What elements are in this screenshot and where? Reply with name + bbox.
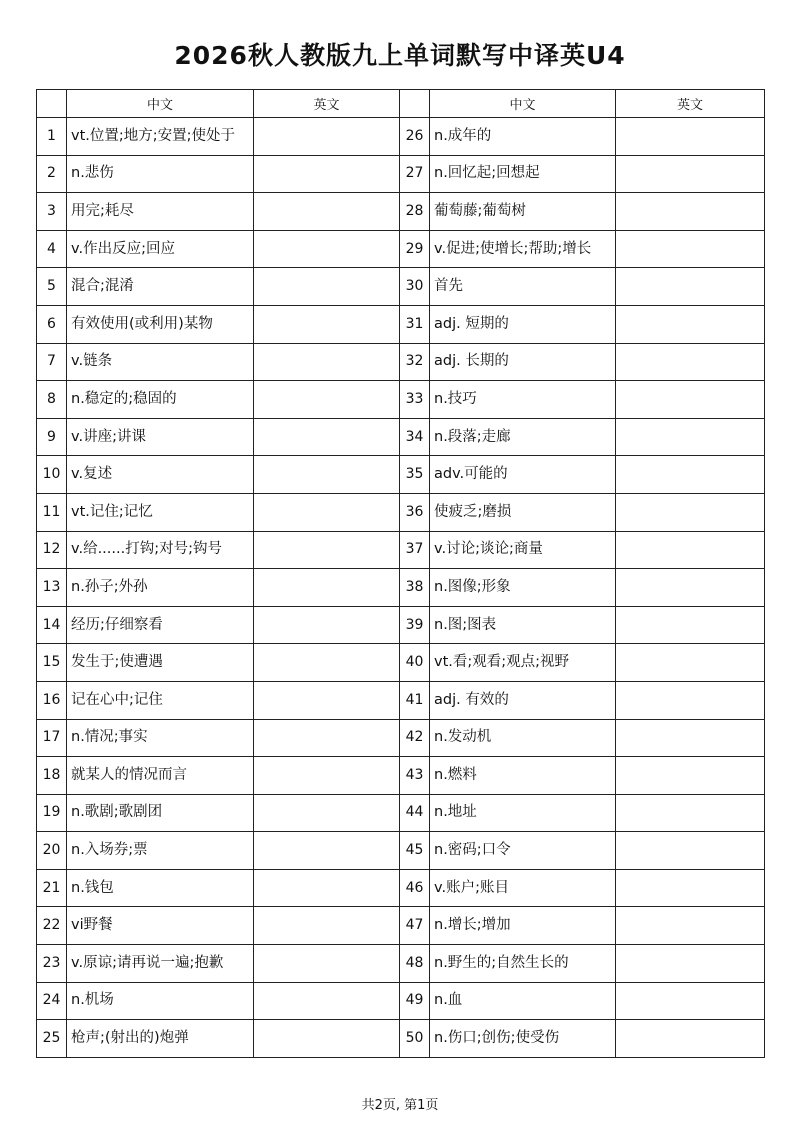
chinese-meaning-right: n.成年的 — [430, 118, 616, 156]
chinese-meaning-right: adj. 长期的 — [430, 343, 616, 381]
chinese-meaning-left: n.歌剧;歌剧团 — [67, 794, 254, 832]
english-answer-cell-left[interactable] — [254, 945, 400, 983]
english-answer-cell-left[interactable] — [254, 381, 400, 419]
item-number-right: 49 — [400, 982, 430, 1020]
table-row — [37, 757, 765, 795]
item-number-right: 34 — [400, 418, 430, 456]
english-answer-cell-right[interactable] — [616, 907, 765, 945]
item-number-right: 46 — [400, 869, 430, 907]
chinese-meaning-right: n.燃料 — [430, 757, 616, 795]
chinese-meaning-left: 就某人的情况而言 — [67, 757, 254, 795]
table-row — [37, 493, 765, 531]
chinese-meaning-left: v.讲座;讲课 — [67, 418, 254, 456]
table-row — [37, 606, 765, 644]
english-answer-cell-right[interactable] — [616, 155, 765, 193]
chinese-meaning-right: n.血 — [430, 982, 616, 1020]
chinese-meaning-right: n.图像;形象 — [430, 569, 616, 607]
chinese-meaning-right: n.地址 — [430, 794, 616, 832]
chinese-meaning-right: 使疲乏;磨损 — [430, 493, 616, 531]
table-row — [37, 155, 765, 193]
item-number-right: 47 — [400, 907, 430, 945]
english-answer-cell-right[interactable] — [616, 418, 765, 456]
chinese-meaning-left: vt.记住;记忆 — [67, 493, 254, 531]
item-number-right: 39 — [400, 606, 430, 644]
chinese-meaning-right: n.段落;走廊 — [430, 418, 616, 456]
item-number-left: 21 — [37, 869, 67, 907]
item-number-right: 50 — [400, 1020, 430, 1058]
chinese-meaning-left: 发生于;使遭遇 — [67, 644, 254, 682]
english-answer-cell-right[interactable] — [616, 757, 765, 795]
item-number-left: 11 — [37, 493, 67, 531]
chinese-meaning-right: 首先 — [430, 268, 616, 306]
chinese-meaning-right: adj. 短期的 — [430, 305, 616, 343]
english-answer-cell-left[interactable] — [254, 305, 400, 343]
item-number-right: 38 — [400, 569, 430, 607]
english-answer-cell-left[interactable] — [254, 982, 400, 1020]
chinese-meaning-right: n.技巧 — [430, 381, 616, 419]
chinese-meaning-left: 有效使用(或利用)某物 — [67, 305, 254, 343]
item-number-right: 27 — [400, 155, 430, 193]
table-row — [37, 418, 765, 456]
item-number-right: 30 — [400, 268, 430, 306]
table-row — [37, 531, 765, 569]
item-number-left: 15 — [37, 644, 67, 682]
item-number-left: 8 — [37, 381, 67, 419]
english-answer-cell-right[interactable] — [616, 230, 765, 268]
chinese-meaning-right: n.图;图表 — [430, 606, 616, 644]
chinese-meaning-left: vi野餐 — [67, 907, 254, 945]
english-answer-cell-left[interactable] — [254, 118, 400, 156]
item-number-right: 32 — [400, 343, 430, 381]
vocabulary-table — [36, 89, 765, 1058]
table-row — [37, 193, 765, 231]
english-answer-cell-right[interactable] — [616, 193, 765, 231]
item-number-left: 23 — [37, 945, 67, 983]
english-answer-cell-right[interactable] — [616, 305, 765, 343]
chinese-meaning-left: n.机场 — [67, 982, 254, 1020]
item-number-right: 28 — [400, 193, 430, 231]
chinese-meaning-left: n.悲伤 — [67, 155, 254, 193]
table-row — [37, 794, 765, 832]
item-number-left: 10 — [37, 456, 67, 494]
table-row — [37, 832, 765, 870]
chinese-meaning-left: v.给......打钩;对号;钩号 — [67, 531, 254, 569]
chinese-meaning-right: n.回忆起;回想起 — [430, 155, 616, 193]
chinese-meaning-left: n.情况;事实 — [67, 719, 254, 757]
english-answer-cell-right[interactable] — [616, 869, 765, 907]
english-answer-cell-right[interactable] — [616, 493, 765, 531]
chinese-meaning-left: 记在心中;记住 — [67, 681, 254, 719]
item-number-right: 35 — [400, 456, 430, 494]
english-answer-cell-left[interactable] — [254, 343, 400, 381]
table-row — [37, 644, 765, 682]
page-title: 2026秋人教版九上单词默写中译英U4 — [174, 41, 626, 70]
english-answer-cell-right[interactable] — [616, 606, 765, 644]
item-number-left: 7 — [37, 343, 67, 381]
english-answer-cell-left[interactable] — [254, 719, 400, 757]
english-answer-cell-right[interactable] — [616, 531, 765, 569]
english-answer-cell-right[interactable] — [616, 343, 765, 381]
english-answer-cell-left[interactable] — [254, 832, 400, 870]
chinese-meaning-left: v.复述 — [67, 456, 254, 494]
table-row — [37, 869, 765, 907]
table-row — [37, 456, 765, 494]
item-number-left: 16 — [37, 681, 67, 719]
item-number-left: 25 — [37, 1020, 67, 1058]
english-answer-cell-right[interactable] — [616, 456, 765, 494]
chinese-meaning-right: n.伤口;创伤;使受伤 — [430, 1020, 616, 1058]
item-number-left: 13 — [37, 569, 67, 607]
english-answer-cell-left[interactable] — [254, 869, 400, 907]
item-number-right: 45 — [400, 832, 430, 870]
item-number-left: 24 — [37, 982, 67, 1020]
english-answer-cell-left[interactable] — [254, 794, 400, 832]
table-row — [37, 305, 765, 343]
item-number-right: 36 — [400, 493, 430, 531]
english-answer-cell-left[interactable] — [254, 1020, 400, 1058]
chinese-meaning-right: n.密码;口令 — [430, 832, 616, 870]
table-row — [37, 681, 765, 719]
english-answer-cell-left[interactable] — [254, 531, 400, 569]
english-answer-cell-left[interactable] — [254, 681, 400, 719]
chinese-meaning-left: 经历;仔细察看 — [67, 606, 254, 644]
item-number-right: 31 — [400, 305, 430, 343]
chinese-meaning-right: 葡萄藤;葡萄树 — [430, 193, 616, 231]
item-number-right: 26 — [400, 118, 430, 156]
chinese-meaning-left: v.原谅;请再说一遍;抱歉 — [67, 945, 254, 983]
item-number-right: 42 — [400, 719, 430, 757]
english-answer-cell-right[interactable] — [616, 268, 765, 306]
english-answer-cell-left[interactable] — [254, 456, 400, 494]
item-number-left: 2 — [37, 155, 67, 193]
item-number-left: 1 — [37, 118, 67, 156]
item-number-right: 48 — [400, 945, 430, 983]
english-answer-cell-left[interactable] — [254, 606, 400, 644]
english-answer-cell-right[interactable] — [616, 118, 765, 156]
english-answer-cell-left[interactable] — [254, 907, 400, 945]
chinese-meaning-right: adv.可能的 — [430, 456, 616, 494]
item-number-left: 17 — [37, 719, 67, 757]
table-row — [37, 118, 765, 156]
item-number-right: 40 — [400, 644, 430, 682]
english-answer-cell-right[interactable] — [616, 945, 765, 983]
chinese-meaning-left: vt.位置;地方;安置;使处于 — [67, 118, 254, 156]
english-answer-cell-right[interactable] — [616, 569, 765, 607]
item-number-left: 18 — [37, 757, 67, 795]
item-number-left: 6 — [37, 305, 67, 343]
table-row — [37, 945, 765, 983]
english-answer-cell-right[interactable] — [616, 982, 765, 1020]
item-number-left: 9 — [37, 418, 67, 456]
english-answer-cell-left[interactable] — [254, 757, 400, 795]
table-row — [37, 569, 765, 607]
chinese-meaning-left: v.链条 — [67, 343, 254, 381]
chinese-meaning-left: n.稳定的;稳固的 — [67, 381, 254, 419]
chinese-meaning-right: v.讨论;谈论;商量 — [430, 531, 616, 569]
english-answer-cell-left[interactable] — [254, 230, 400, 268]
item-number-left: 14 — [37, 606, 67, 644]
english-answer-cell-left[interactable] — [254, 155, 400, 193]
chinese-meaning-left: 混合;混淆 — [67, 268, 254, 306]
item-number-left: 5 — [37, 268, 67, 306]
item-number-left: 19 — [37, 794, 67, 832]
table-row — [37, 343, 765, 381]
header-num-right — [400, 90, 430, 118]
english-answer-cell-right[interactable] — [616, 794, 765, 832]
table-row — [37, 1020, 765, 1058]
table-row — [37, 907, 765, 945]
page-footer: 共2页, 第1页 — [361, 1098, 439, 1113]
chinese-meaning-right: vt.看;观看;观点;视野 — [430, 644, 616, 682]
english-answer-cell-left[interactable] — [254, 569, 400, 607]
chinese-meaning-left: 用完;耗尽 — [67, 193, 254, 231]
chinese-meaning-left: n.钱包 — [67, 869, 254, 907]
english-answer-cell-right[interactable] — [616, 381, 765, 419]
chinese-meaning-left: 枪声;(射出的)炮弹 — [67, 1020, 254, 1058]
chinese-meaning-right: adj. 有效的 — [430, 681, 616, 719]
header-num-left — [37, 90, 67, 118]
english-answer-cell-right[interactable] — [616, 719, 765, 757]
item-number-right: 37 — [400, 531, 430, 569]
item-number-right: 44 — [400, 794, 430, 832]
english-answer-cell-right[interactable] — [616, 644, 765, 682]
item-number-left: 4 — [37, 230, 67, 268]
header-english-left: 英文 — [254, 90, 400, 118]
table-row — [37, 268, 765, 306]
english-answer-cell-left[interactable] — [254, 268, 400, 306]
chinese-meaning-right: n.发动机 — [430, 719, 616, 757]
english-answer-cell-right[interactable] — [616, 681, 765, 719]
item-number-right: 41 — [400, 681, 430, 719]
english-answer-cell-right[interactable] — [616, 832, 765, 870]
header-chinese-right: 中文 — [430, 90, 616, 118]
english-answer-cell-left[interactable] — [254, 493, 400, 531]
table-row — [37, 982, 765, 1020]
item-number-left: 3 — [37, 193, 67, 231]
english-answer-cell-left[interactable] — [254, 644, 400, 682]
chinese-meaning-left: v.作出反应;回应 — [67, 230, 254, 268]
table-row — [37, 230, 765, 268]
chinese-meaning-right: v.账户;账目 — [430, 869, 616, 907]
header-chinese-left: 中文 — [67, 90, 254, 118]
english-answer-cell-left[interactable] — [254, 418, 400, 456]
chinese-meaning-left: n.入场券;票 — [67, 832, 254, 870]
english-answer-cell-right[interactable] — [616, 1020, 765, 1058]
chinese-meaning-right: n.野生的;自然生长的 — [430, 945, 616, 983]
chinese-meaning-left: n.孙子;外孙 — [67, 569, 254, 607]
chinese-meaning-right: n.增长;增加 — [430, 907, 616, 945]
item-number-left: 20 — [37, 832, 67, 870]
header-english-right: 英文 — [616, 90, 765, 118]
chinese-meaning-right: v.促进;使增长;帮助;增长 — [430, 230, 616, 268]
item-number-left: 22 — [37, 907, 67, 945]
item-number-right: 29 — [400, 230, 430, 268]
item-number-right: 43 — [400, 757, 430, 795]
item-number-right: 33 — [400, 381, 430, 419]
english-answer-cell-left[interactable] — [254, 193, 400, 231]
header-row — [37, 90, 765, 118]
table-body — [37, 118, 765, 1058]
item-number-left: 12 — [37, 531, 67, 569]
table-row — [37, 381, 765, 419]
table-row — [37, 719, 765, 757]
